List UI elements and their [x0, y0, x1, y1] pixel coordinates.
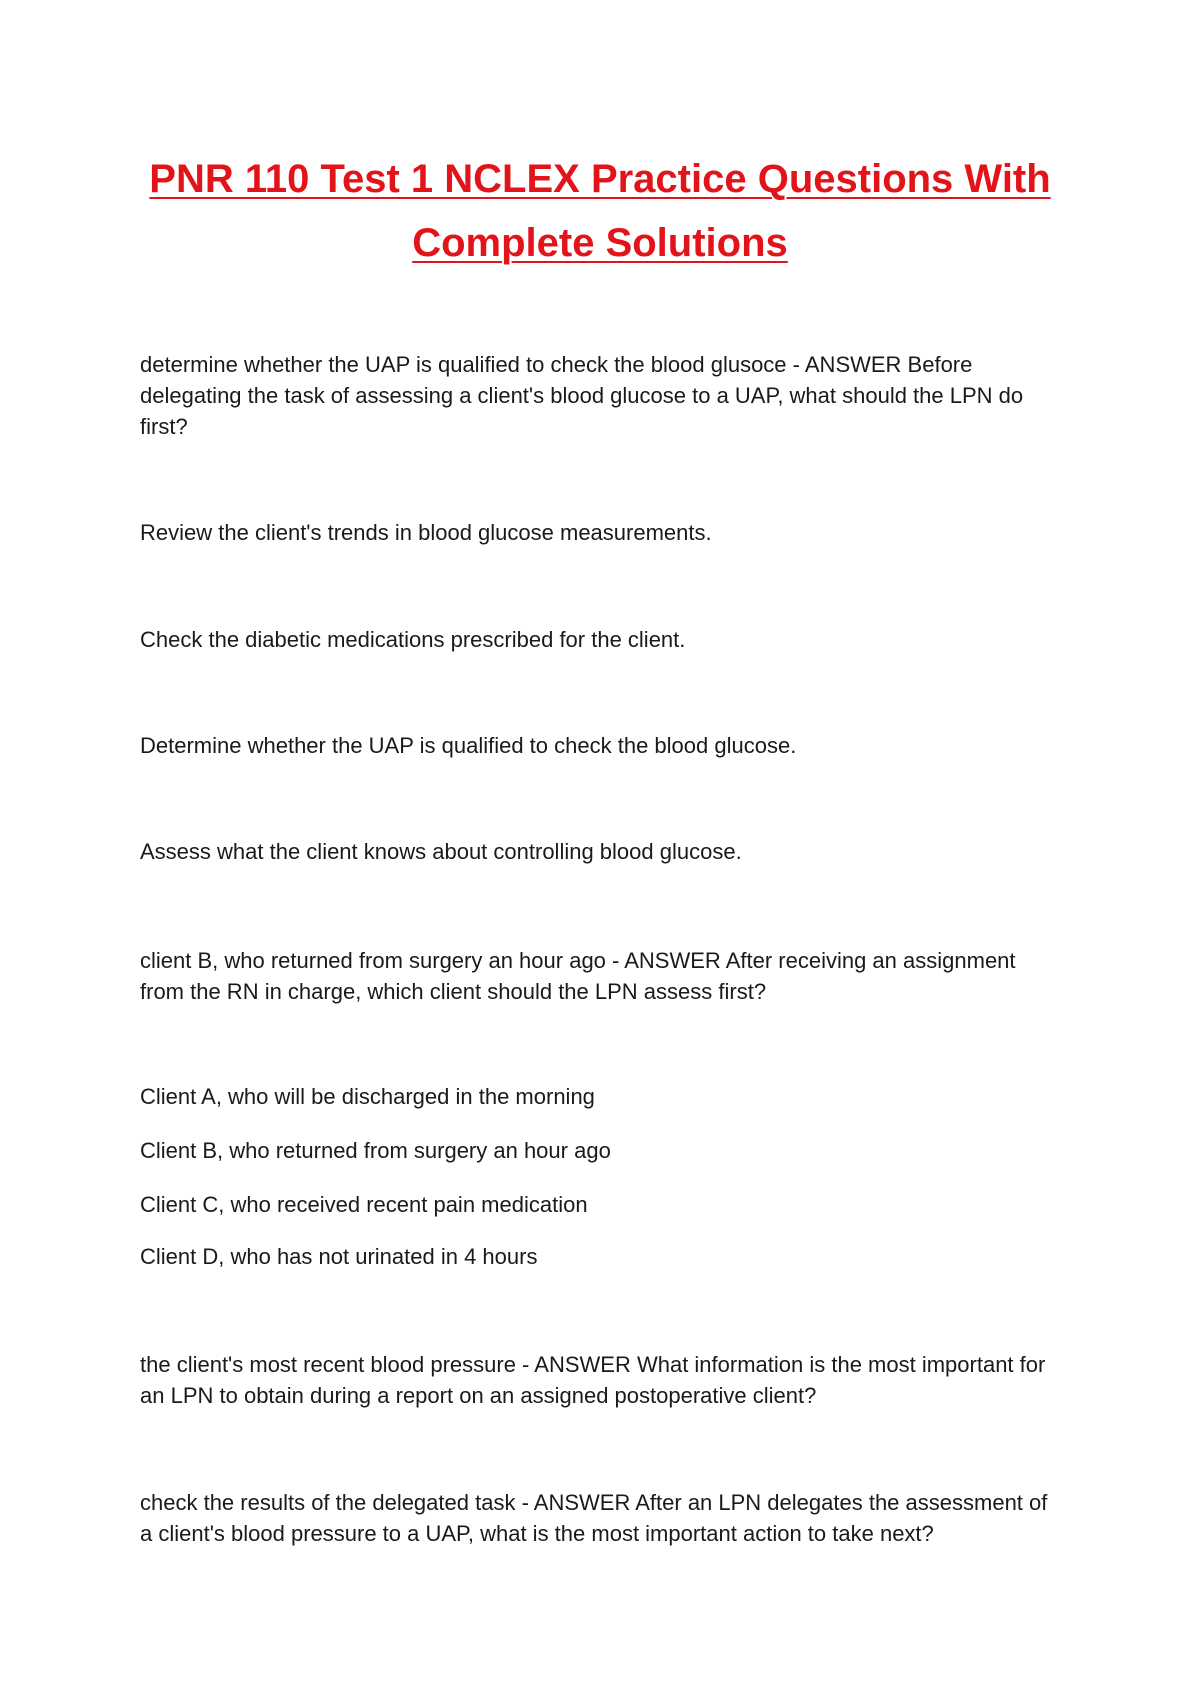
document-title-line-2: Complete Solutions	[412, 221, 788, 265]
question-2-option-d: Client D, who has not urinated in 4 hours	[140, 1244, 538, 1269]
question-1-option-d: Assess what the client knows about controlling blood glucose.	[140, 839, 742, 864]
question-3: the client's most recent blood pressure - ANSWER What information is the most important for an LPN to obtain during a report on an assigned postoperative client?	[140, 1352, 1046, 1408]
question-1-option-c: Determine whether the UAP is qualified to check the blood glucose.	[140, 733, 797, 758]
question-4: check the results of the delegated task - ANSWER After an LPN delegates the assessment of a client's blood pressure to a UAP, what is the most important action to take next?	[140, 1490, 1048, 1546]
question-1-option-a: Review the client's trends in blood glucose measurements.	[140, 520, 712, 545]
question-1: determine whether the UAP is qualified to check the blood glusoce - ANSWER Before delegating the task of assessing a client's blood glucose to a UAP, what should the LPN do first?	[140, 352, 1024, 439]
question-2-option-b: Client B, who returned from surgery an hour ago	[140, 1138, 611, 1163]
question-1-option-b: Check the diabetic medications prescribed for the client.	[140, 627, 686, 652]
document-title-line-1: PNR 110 Test 1 NCLEX Practice Questions With	[149, 157, 1051, 201]
question-2: client B, who returned from surgery an hour ago - ANSWER After receiving an assignment from the RN in charge, which client should the LPN assess first?	[140, 948, 1016, 1004]
question-2-option-c: Client C, who received recent pain medication	[140, 1192, 588, 1217]
question-2-option-a: Client A, who will be discharged in the morning	[140, 1084, 595, 1109]
